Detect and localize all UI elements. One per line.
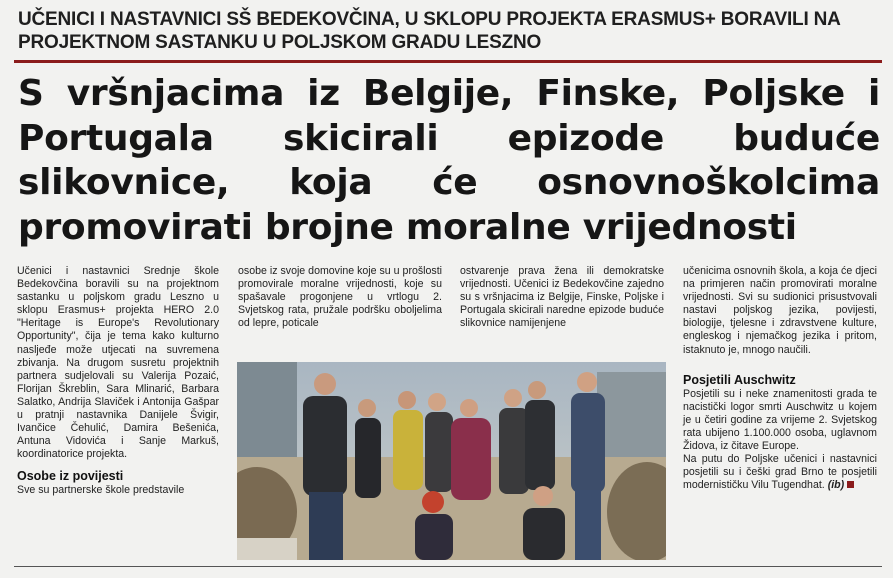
column-1-continuation: Sve su partnerske škole predstavile — [17, 484, 185, 497]
column-1-intro: Učenici i nastavnici Srednje škole Bedekovčina boravili su na projektnom sastanku u poljskom gradu Leszno u sklopu Erasmus+ projekta HERO 2.0 "Heritage is Europe's Revolutionary Opportunity", čija je tema kako kulturno nasljeđe može utjecati na suvremena zbivanja. Na drugom susretu projektnih partnera sudjelovali su Valerija Pozaić, Florijan Škreblin, Sara Mlinarić, Barbara Salatko, Andrija Slaviček i Antonija Gašpar u pratnji nastavnika Danijele Švigir, Ivančice Čehulić, Damira Bešenića, Antuna Vidovića i Sanje Markuš, koordinatorice projekta. — [17, 265, 219, 461]
column-4-para-1: Posjetili su i neke znamenitosti grada te nacistički logor smrti Auschwitz u kojem je u četiri godine za vrijeme 2. Svjetskog rata ubijeno 1.100.000 osoba, uglavnom Židova, iz čitave Europe. — [683, 387, 877, 453]
column-4-para-2 — [683, 453, 877, 492]
article-column-3 — [460, 265, 664, 330]
article-column-2 — [238, 265, 442, 330]
author-signature: (ib) — [827, 479, 845, 492]
end-mark-icon — [847, 481, 854, 488]
kicker-headline: UČENICI I NASTAVNICI SŠ BEDEKOVČINA, U SKLOPU PROJEKTA ERASMUS+ BORAVILI NA PROJEKTNOM SASTANKU U POLJSKOM GRADU LESZNO — [18, 9, 840, 53]
subhead-posjetili-auschwitz: Posjetili Auschwitz — [683, 372, 796, 387]
group-photo — [237, 362, 666, 560]
top-rule — [14, 60, 882, 63]
main-headline: S vršnjacima iz Belgije, Finske, Poljske i Portugala skicirali epizode buduće slikovnice, koja će osnovnoškolcima promovirati brojne moralne vrijednosti — [18, 73, 880, 248]
article-column-4 — [683, 265, 877, 492]
column-4-para-2-text: Na putu do Poljske učenici i nastavnici posjetili su i češki grad Brno te posjetili modernističku Vilu Tugendhat. — [683, 453, 877, 492]
column-4-text: učenicima osnovnih škola, a koja će djeci na primjeren način promovirati moralne vrijednosti. Svi su sudionici prisustvovali nastavi poljskog jezika, povijesti, biologije, tjelesne i zdravstvene kulture, engleskog i njemačkog jezika i pritom, istaknuto je, mnogo naučili. — [683, 265, 877, 356]
subhead-osobe-iz-povijesti: Osobe iz povijesti — [17, 469, 124, 484]
group-photo-illustration — [237, 362, 666, 560]
article-column-1 — [17, 265, 219, 498]
column-2-text: osobe iz svoje domovine koje su u prošlosti promovirale moralne vrijednosti, koje su spašavale progonjene u vrtlogu 2. Svjetskog rata, pružale podršku oboljelima od lepre, poticale — [238, 265, 442, 330]
column-3-text: ostvarenje prava žena ili demokratske vrijednosti. Učenici iz Bedekovčine zajedno su s vršnjacima iz Belgije, Finske, Poljske i Portugala skicirali naredne epizode buduće slikovnice namijenjene — [460, 265, 664, 330]
bottom-rule — [14, 566, 882, 567]
